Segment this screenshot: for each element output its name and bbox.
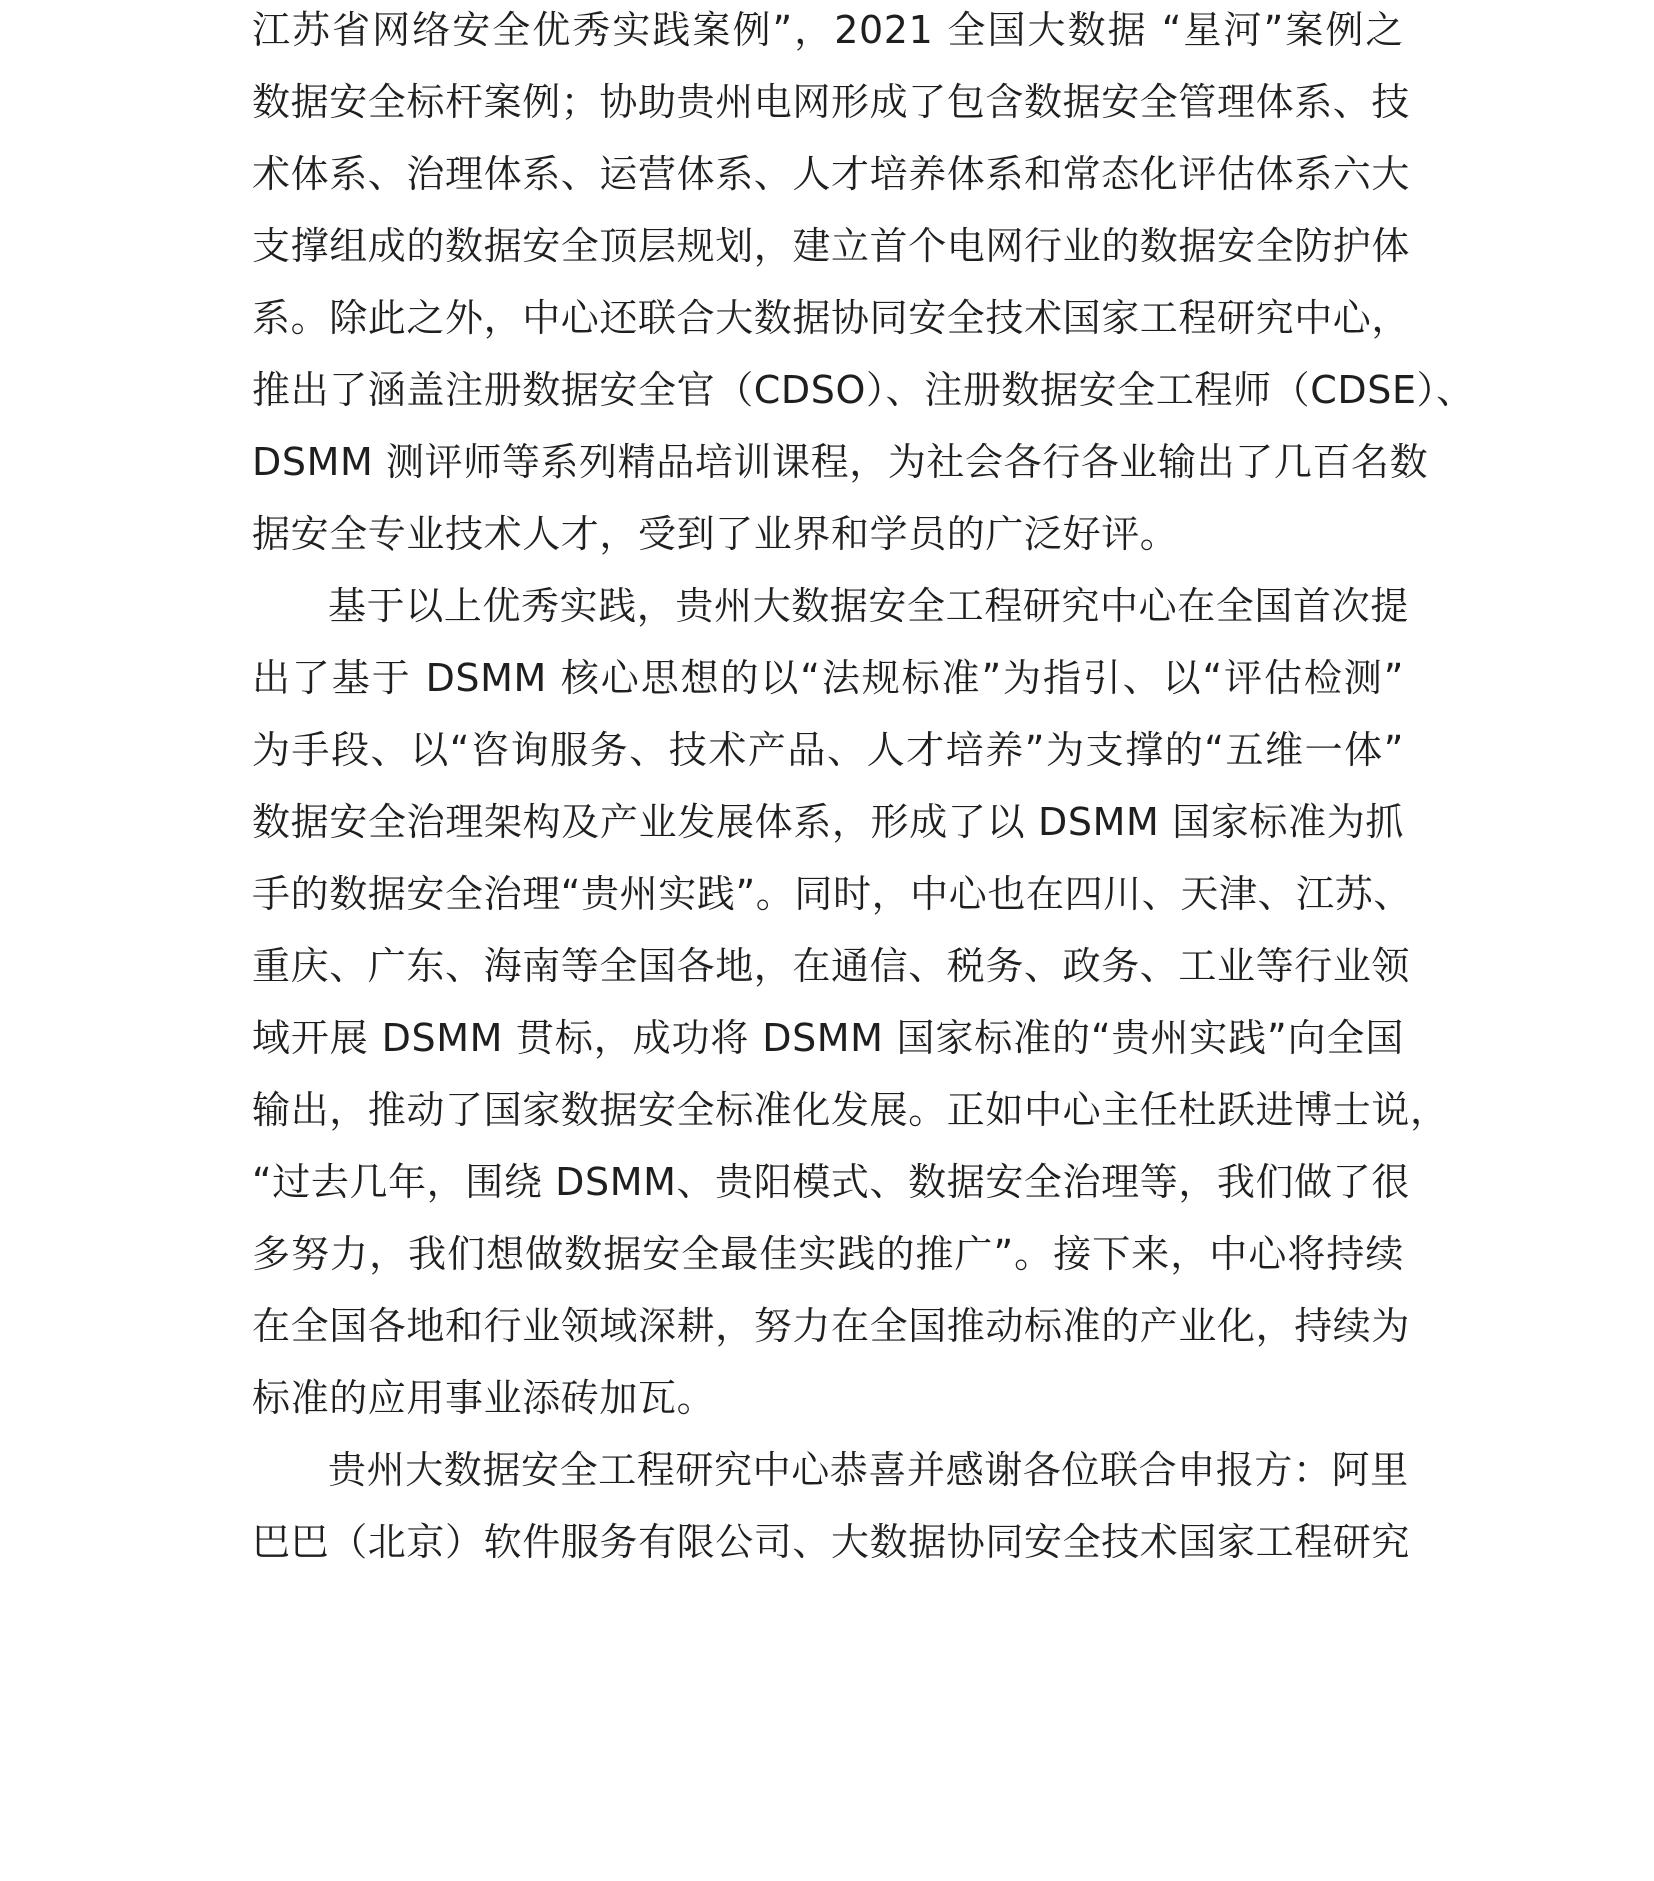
text-line-21-paragraph-start: 贵州大数据安全工程研究中心恭喜并感谢各位联合申报方：阿里 bbox=[328, 1448, 1409, 1492]
text-line-4: 支撑组成的数据安全顶层规划，建立首个电网行业的数据安全防护体 bbox=[252, 224, 1411, 268]
text-line-10: 出了基于 DSMM 核心思想的以“法规标准”为指引、以“评估检测” bbox=[252, 656, 1404, 700]
text-line-13: 手的数据安全治理“贵州实践”。同时，中心也在四川、天津、江苏、 bbox=[252, 872, 1412, 916]
text-line-22: 巴巴（北京）软件服务有限公司、大数据协同安全技术国家工程研究 bbox=[252, 1520, 1411, 1564]
text-line-19: 在全国各地和行业领域深耕，努力在全国推动标准的产业化，持续为 bbox=[252, 1304, 1411, 1348]
text-line-6: 推出了涵盖注册数据安全官（CDSO）、注册数据安全工程师（CDSE）、 bbox=[252, 368, 1475, 412]
text-line-15: 域开展 DSMM 贯标，成功将 DSMM 国家标准的“贵州实践”向全国 bbox=[252, 1016, 1404, 1060]
text-line-17: “过去几年，围绕 DSMM、贵阳模式、数据安全治理等，我们做了很 bbox=[252, 1160, 1410, 1204]
text-line-1: 江苏省网络安全优秀实践案例”，2021 全国大数据 “星河”案例之 bbox=[252, 8, 1404, 52]
text-line-5: 系。除此之外，中心还联合大数据协同安全技术国家工程研究中心， bbox=[252, 296, 1411, 340]
text-line-7: DSMM 测评师等系列精品培训课程，为社会各行各业输出了几百名数 bbox=[252, 440, 1429, 484]
text-line-3: 术体系、治理体系、运营体系、人才培养体系和常态化评估体系六大 bbox=[252, 152, 1411, 196]
text-line-2: 数据安全标杆案例；协助贵州电网形成了包含数据安全管理体系、技 bbox=[252, 80, 1411, 124]
text-line-9-paragraph-start: 基于以上优秀实践，贵州大数据安全工程研究中心在全国首次提 bbox=[328, 584, 1409, 628]
text-line-18: 多努力，我们想做数据安全最佳实践的推广”。接下来，中心将持续 bbox=[252, 1232, 1404, 1276]
text-line-14: 重庆、广东、海南等全国各地，在通信、税务、政务、工业等行业领 bbox=[252, 944, 1411, 988]
text-line-11: 为手段、以“咨询服务、技术产品、人才培养”为支撑的“五维一体” bbox=[252, 728, 1404, 772]
text-line-20-paragraph-end: 标准的应用事业添砖加瓦。 bbox=[252, 1376, 716, 1420]
text-line-8-paragraph-end: 据安全专业技术人才，受到了业界和学员的广泛好评。 bbox=[252, 512, 1179, 556]
text-line-16: 输出，推动了国家数据安全标准化发展。正如中心主任杜跃进博士说， bbox=[252, 1088, 1449, 1132]
text-line-12: 数据安全治理架构及产业发展体系，形成了以 DSMM 国家标准为抓 bbox=[252, 800, 1404, 844]
